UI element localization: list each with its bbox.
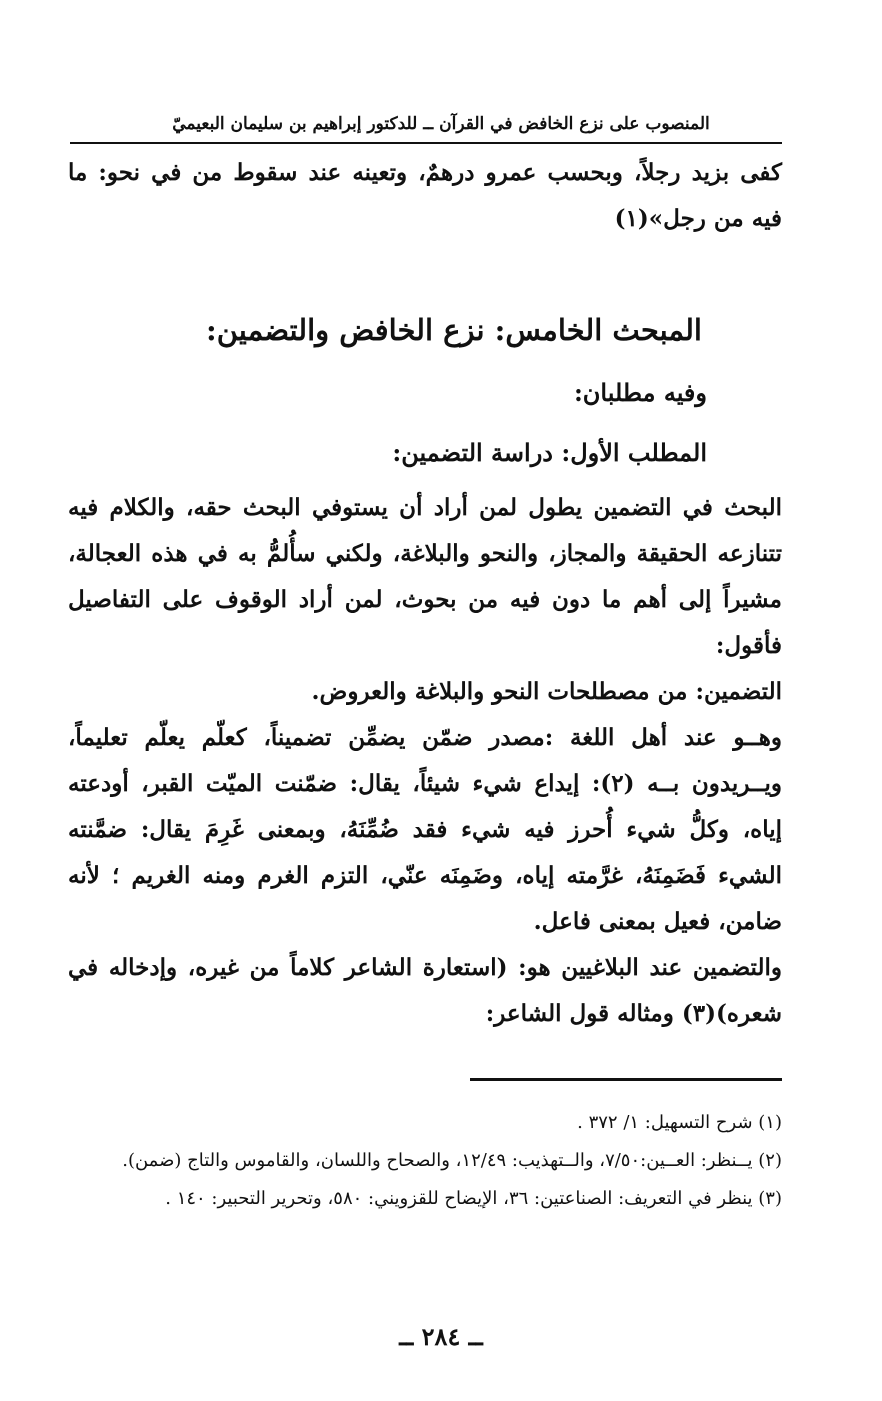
paragraph-2: التضمين: من مصطلحات النحو والبلاغة والعروض. <box>311 678 782 705</box>
header-rule <box>70 142 782 144</box>
page-number: ــ ٢٨٤ ــ <box>399 1322 483 1351</box>
footnotes <box>68 1106 782 1220</box>
paragraph-1: البحث في التضمين يطول لمن أراد أن يستوفي البحث حقه، والكلام فيه تتنازعه الحقيقة والمجاز، والنحو والبلاغة، ولكني سأُلمُّ به في هذه العجالة، مشيراً إلى أهم ما دون فيه من بحوث، لمن أراد الوقوف على التفاصيل فأقول: <box>68 494 782 659</box>
paragraph-3: وهــو عند أهل اللغة :مصدر ضمّن يضمِّن تضميناً، كعلّم يعلّم تعليماً، ويــريدون بــه (٢): إيداع شيء شيئاً، يقال: ضمّنت الميّت القبر، أودعته إياه، وكلُّ شيء أُحرز فيه شيء فقد ضُمِّنَهُ، وبمعنى غَرِمَ يقال: ضمَّنته الشيء فَضَمِنَهُ، غرَّمته إياه، وضَمِنَه عنّي، التزم الغرم ومنه الغريم ؛ لأنه ضامن، فعيل بمعنى فاعل. <box>68 724 782 935</box>
subheading-one: وفيه مطلبان: <box>573 378 707 407</box>
running-head: المنصوب على نزع الخافض في القرآن ــ للدكتور إبراهيم بن سليمان البعيميّ <box>172 114 710 134</box>
subheading-two: المطلب الأول: دراسة التضمين: <box>392 438 707 467</box>
section-title: المبحث الخامس: نزع الخافض والتضمين: <box>206 313 702 347</box>
intro-text <box>68 150 782 242</box>
body-text <box>68 485 782 1037</box>
footnote-rule <box>470 1078 782 1081</box>
footnote-1: (١) شرح التسهيل: ١/ ٣٧٢ . <box>577 1112 782 1133</box>
intro-paragraph: كفى بزيد رجلاً، وبحسب عمرو درهمٌ، وتعينه عند سقوط من في نحو: ما فيه من رجل»(١) <box>68 159 782 232</box>
paragraph-4: والتضمين عند البلاغيين هو: (استعارة الشاعر كلاماً من غيره، وإدخاله في شعره)(٣) ومثاله قول الشاعر: <box>68 954 782 1027</box>
footnote-2: (٢) يــنظر: العــين:٧/٥٠، والــتهذيب: ١٢/٤٩، والصحاح واللسان، والقاموس والتاج (ضمن). <box>122 1150 782 1171</box>
footnote-3: (٣) ينظر في التعريف: الصناعتين: ٣٦، الإيضاح للقزويني: ٥٨٠، وتحرير التحبير: ١٤٠ . <box>165 1188 782 1209</box>
